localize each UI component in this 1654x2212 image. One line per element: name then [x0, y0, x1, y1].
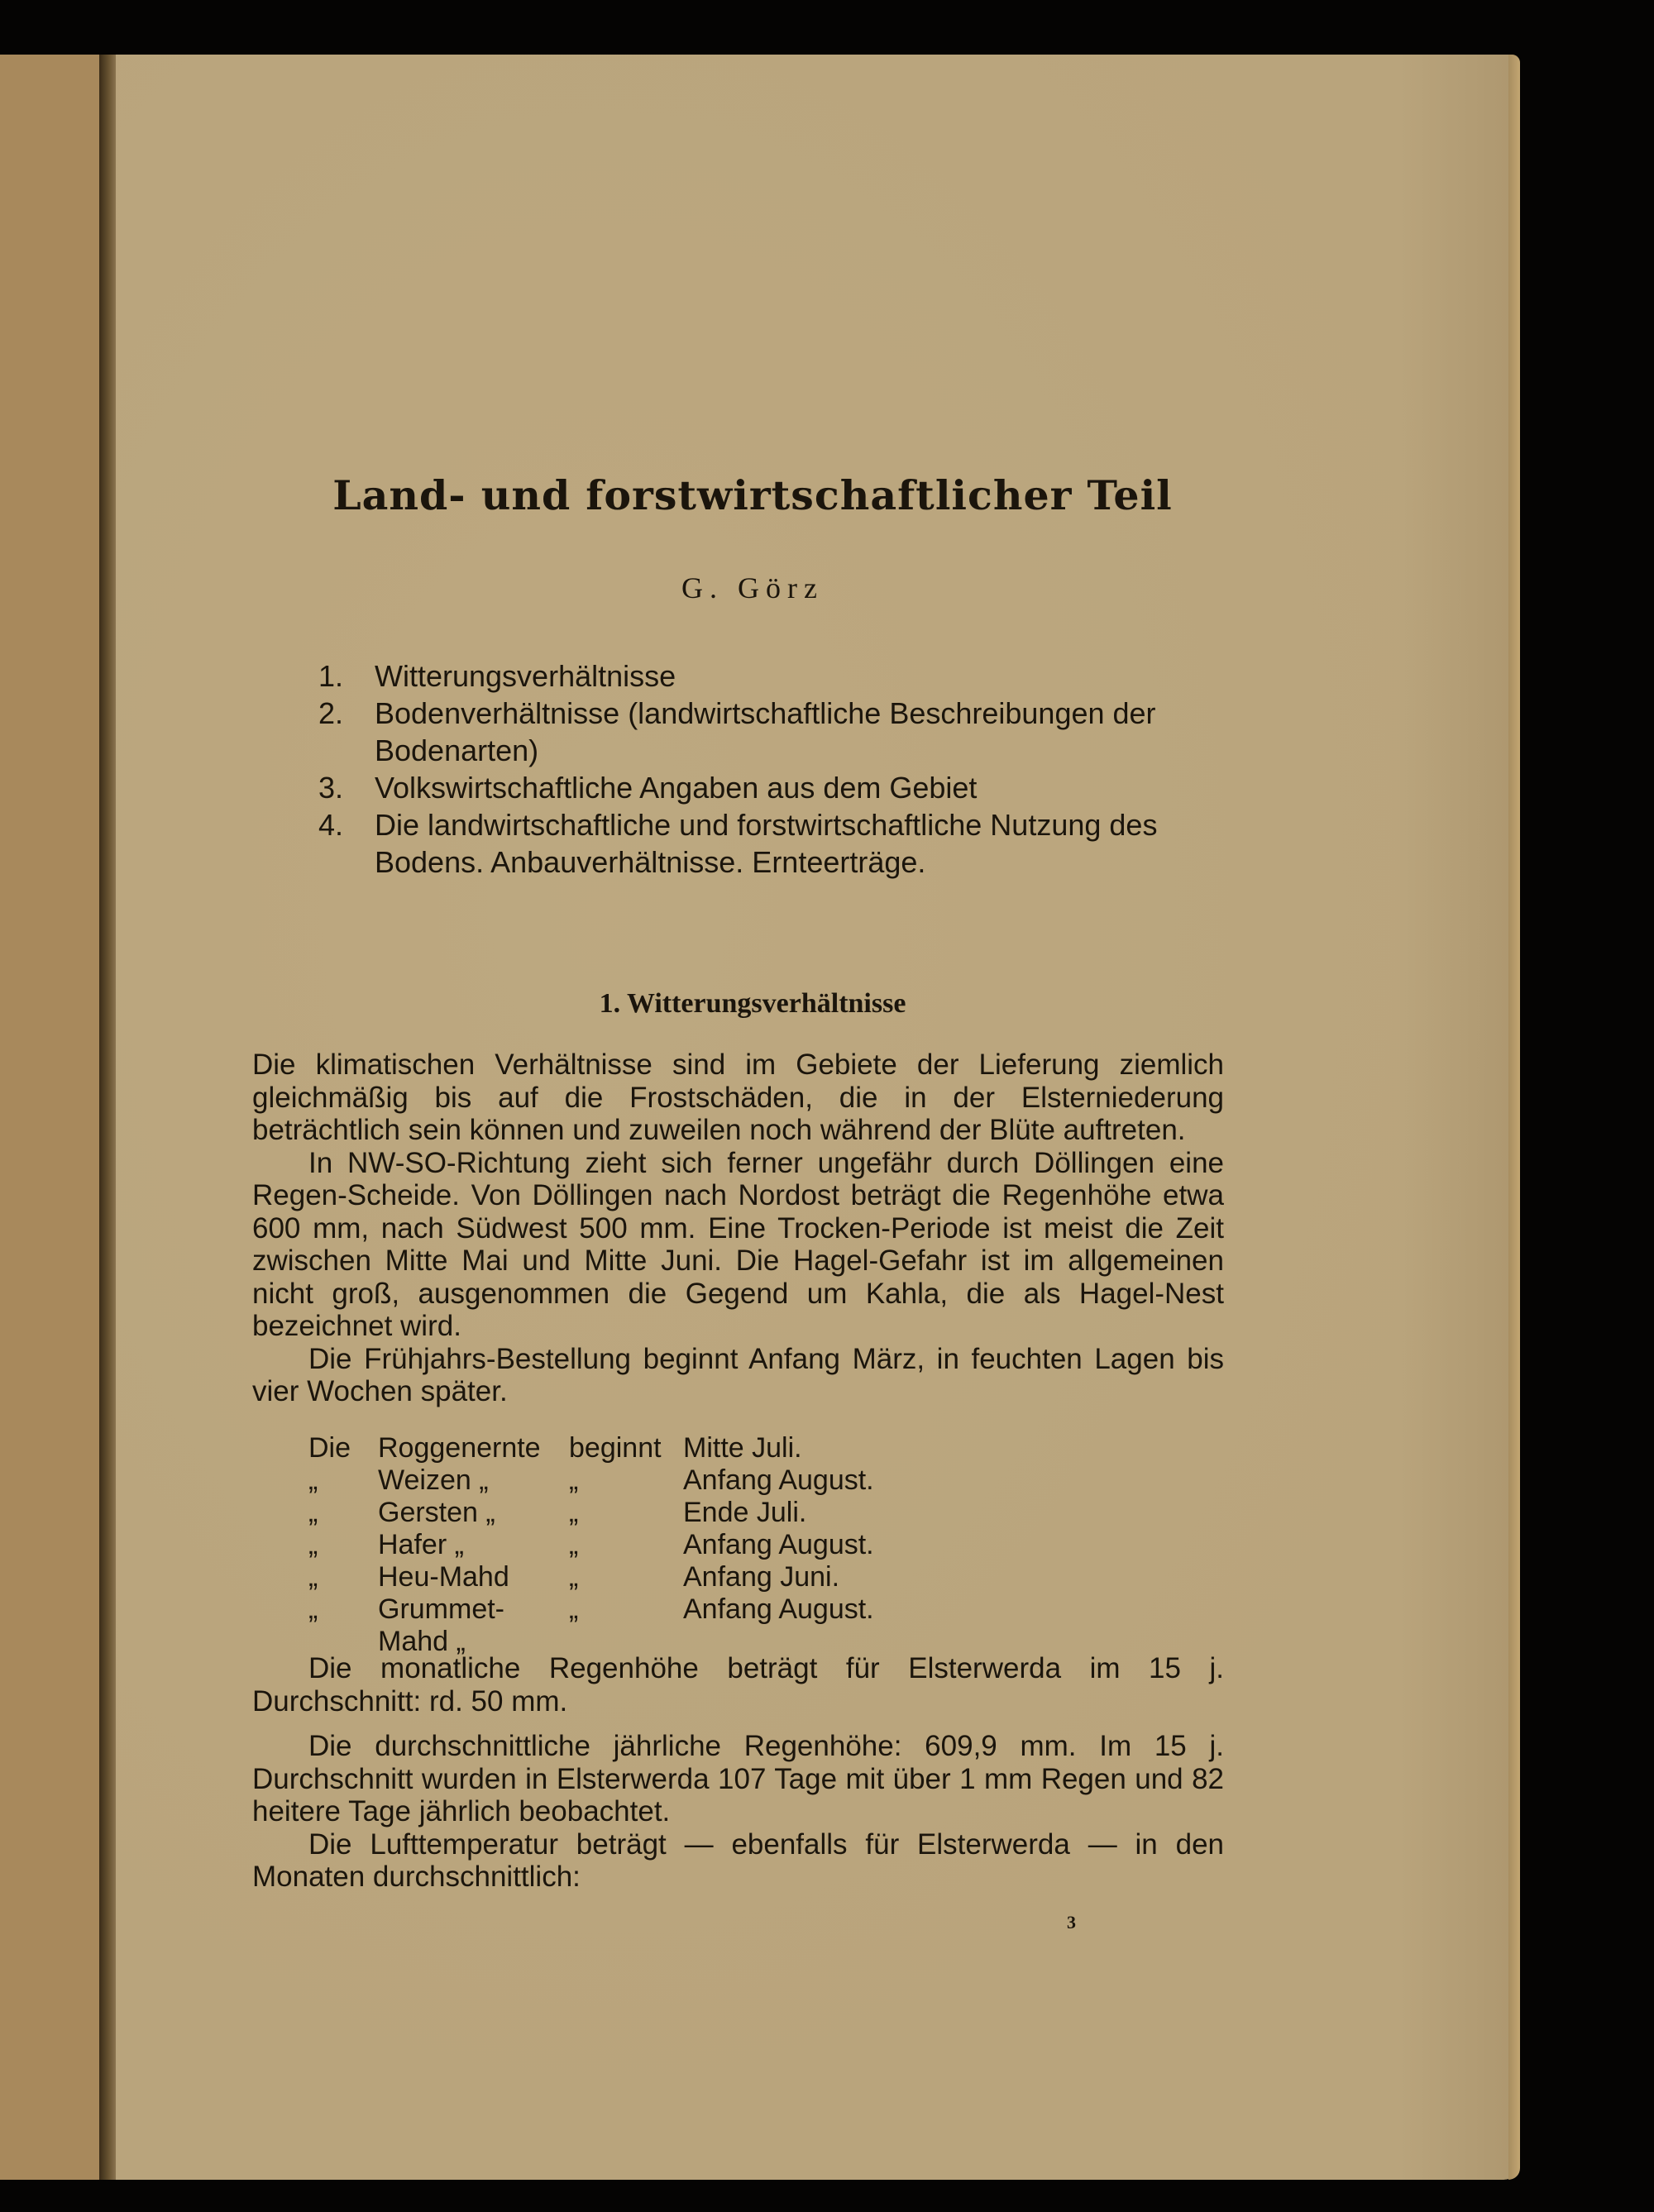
date-cell: Anfang August.	[683, 1593, 874, 1625]
cell: „	[308, 1593, 318, 1625]
cell: „	[569, 1529, 579, 1560]
toc-item	[318, 806, 1162, 881]
date-cell: Anfang Juni.	[683, 1561, 840, 1593]
table-row	[308, 1497, 874, 1529]
table-of-contents	[318, 657, 1162, 881]
cell: „	[308, 1561, 318, 1593]
cell: Die	[308, 1432, 351, 1464]
cell: „	[569, 1464, 579, 1496]
body-text	[252, 1049, 1224, 1408]
crop-cell: Hafer „	[378, 1529, 464, 1560]
cell: „	[569, 1497, 579, 1528]
cell: beginnt	[569, 1432, 662, 1464]
date-cell: Mitte Juli.	[683, 1432, 802, 1464]
page-edge	[1508, 55, 1520, 2180]
cell: „	[308, 1464, 318, 1496]
crop-cell: Roggenernte	[378, 1432, 541, 1464]
paragraph-monthly-rain: Die monatliche Regenhöhe beträgt für Elsterwerda im 15 j. Durchschnitt: rd. 50 mm.	[252, 1652, 1224, 1718]
paragraph: Die Frühjahrs-Bestellung beginnt Anfang März, in feuchten Lagen bis vier Wochen später.	[252, 1342, 1224, 1407]
table-row	[308, 1529, 874, 1561]
section-heading: 1. Witterungsverhältnisse	[599, 988, 906, 1019]
table-row	[308, 1464, 874, 1497]
harvest-dates-table	[308, 1432, 874, 1658]
toc-text: Die landwirtschaftliche und forstwirtschaftliche Nutzung des Bodens. Anbauverhältnisse. Ernteerträge.	[375, 808, 1158, 879]
paragraph: In NW-SO-Richtung zieht sich ferner ungefähr durch Döllingen eine Regen-Scheide. Von Döllingen nach Nordost beträgt die Regenhöhe etwa 600 mm, nach Südwest 500 mm. Eine Trocken-Periode ist meist die Zeit zwischen Mitte Mai und Mitte Juni. Die Hagel-Gefahr ist im allgemeinen nicht groß, ausgenommen die Gegend um Kahla, die als Hagel-Nest bezeichnet wird.	[252, 1146, 1224, 1342]
toc-item	[318, 657, 1162, 695]
table-row	[308, 1561, 874, 1593]
table-row	[308, 1593, 874, 1658]
crop-cell: Heu-Mahd	[378, 1561, 509, 1593]
toc-number: 2.	[318, 696, 344, 730]
table-row	[308, 1432, 874, 1464]
toc-number: 3.	[318, 771, 344, 805]
paragraph-temperature: Die Lufttemperatur beträgt — ebenfalls für Elsterwerda — in den Monaten durchschnittlich:	[252, 1827, 1224, 1893]
cell: „	[569, 1593, 579, 1625]
toc-text: Bodenverhältnisse (landwirtschaftliche Beschreibungen der Bodenarten)	[375, 696, 1156, 767]
previous-page-edge	[0, 55, 99, 2180]
page-number: 3	[1067, 1912, 1076, 1933]
paragraph: Die klimatischen Verhältnisse sind im Gebiete der Lieferung ziemlich gleichmäßig bis auf die Frostschäden, die in der Elsterniederung beträchtlich sein können und zuweilen noch während der Blüte auftreten.	[252, 1049, 1224, 1146]
cell: „	[308, 1497, 318, 1528]
body-text	[252, 1652, 1224, 1718]
crop-cell: Gersten „	[378, 1497, 495, 1528]
toc-text: Volkswirtschaftliche Angaben aus dem Gebiet	[375, 771, 978, 805]
date-cell: Anfang August.	[683, 1464, 874, 1496]
paragraph-yearly-rain: Die durchschnittliche jährliche Regenhöhe: 609,9 mm. Im 15 j. Durchschnitt wurden in Elsterwerda 107 Tage mit über 1 mm Regen und 82 heitere Tage jährlich beobachtet.	[252, 1730, 1224, 1827]
date-cell: Anfang August.	[683, 1529, 874, 1560]
cell: „	[308, 1529, 318, 1560]
author: G. Görz	[681, 571, 824, 604]
document-title: Land- und forstwirtschaftlicher Teil	[332, 471, 1173, 519]
body-text	[252, 1730, 1224, 1894]
toc-text: Witterungsverhältnisse	[375, 659, 676, 693]
crop-cell: Weizen „	[378, 1464, 489, 1496]
book-binding	[99, 55, 116, 2180]
toc-number: 1.	[318, 659, 344, 693]
toc-number: 4.	[318, 808, 344, 842]
toc-item	[318, 695, 1162, 769]
toc-item	[318, 769, 1162, 806]
cell: „	[569, 1561, 579, 1593]
crop-cell: Grummet-Mahd „	[378, 1593, 504, 1657]
date-cell: Ende Juli.	[683, 1497, 807, 1528]
